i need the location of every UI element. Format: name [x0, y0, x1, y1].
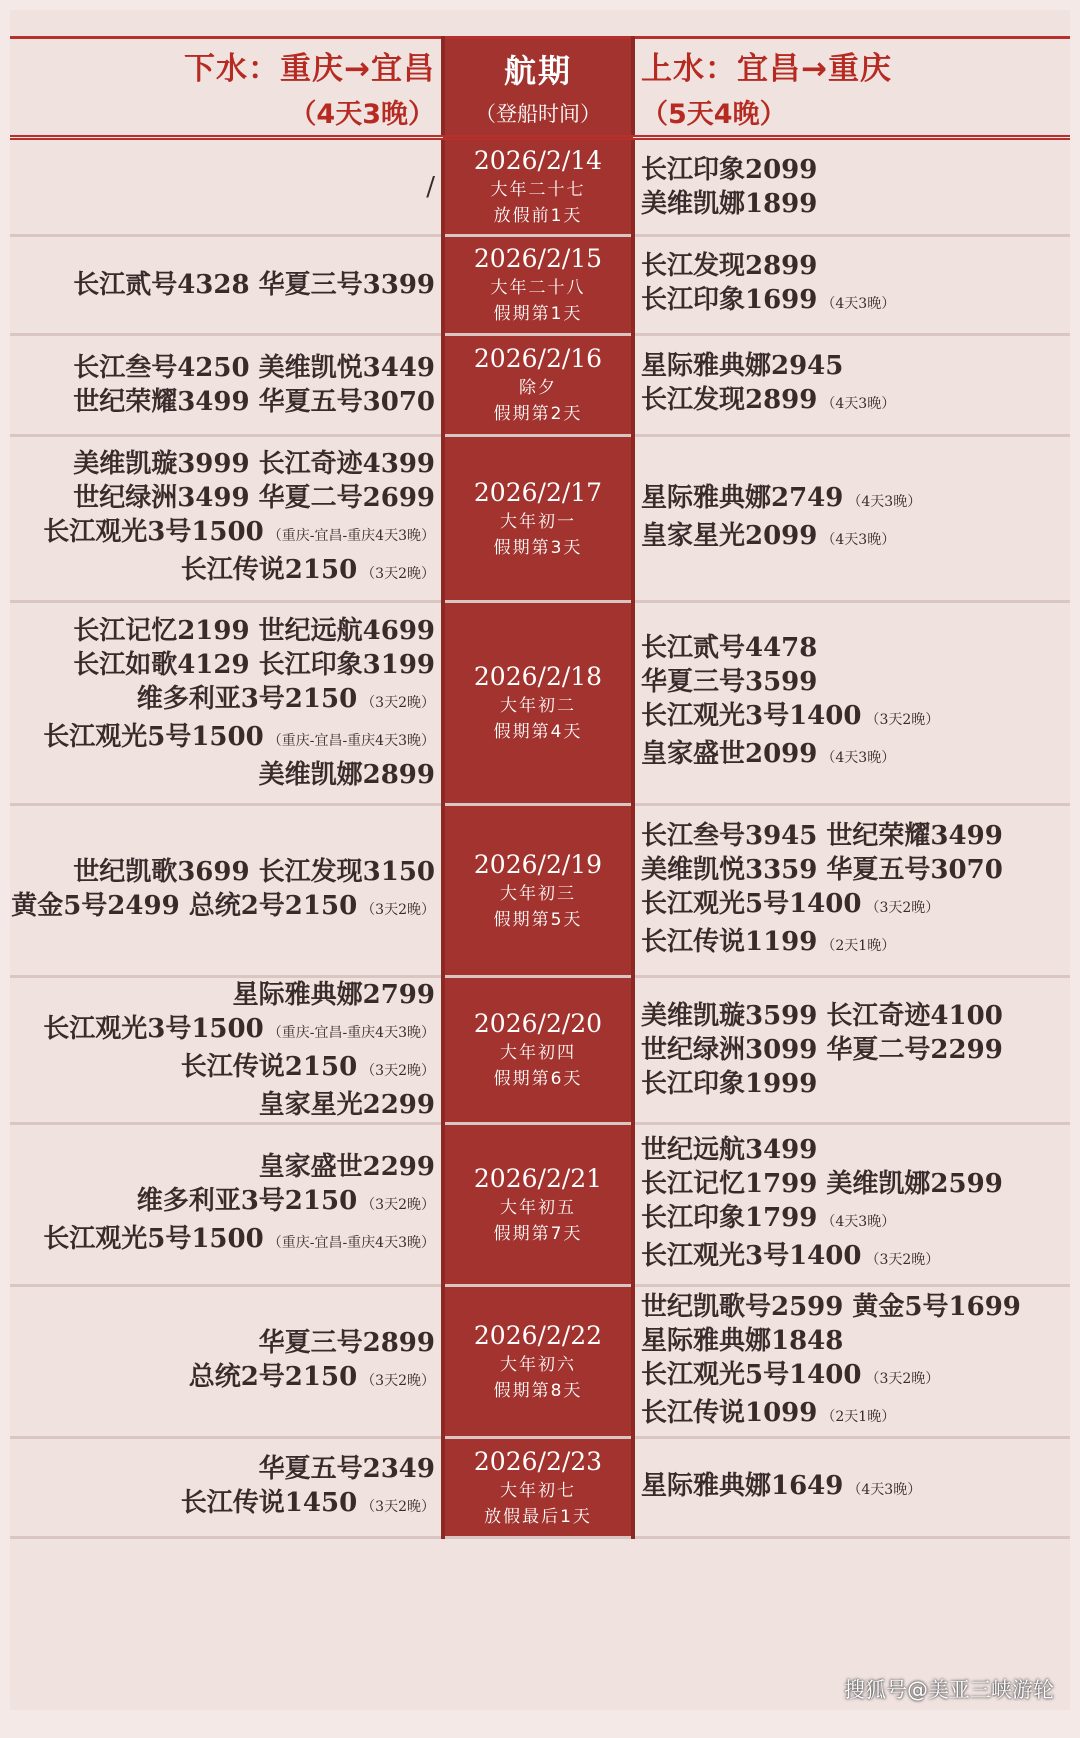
cruise-name-price: 美维凯娜1899 [641, 189, 818, 219]
trip-duration-note: （4天3晚） [847, 1481, 922, 1498]
downstream-cell [10, 1124, 443, 1286]
cruise-entry [641, 1358, 1070, 1396]
cruise-name-price: 长江贰号4478 [641, 633, 818, 663]
cruise-name-price: 长江记忆1799 美维凯娜2599 [641, 1168, 1003, 1199]
cruise-entry [641, 1067, 1070, 1101]
sailing-date: 2026/2/20 [473, 1009, 603, 1038]
trip-duration-note: （3天2晚） [361, 1498, 435, 1515]
cruise-name-price: 长江印象1999 [641, 1069, 818, 1099]
downstream-cell [10, 1438, 443, 1538]
upstream-cell [633, 436, 1070, 602]
cruise-name-price: 世纪远航3499 [641, 1134, 818, 1165]
cruise-entry [641, 699, 1070, 737]
cruise-entry [10, 889, 435, 927]
cruise-name-price: 长江记忆2199 世纪远航4699 [73, 616, 435, 646]
cruise-entry [10, 1184, 435, 1222]
cruise-name-price: 长江传说1099 [641, 1397, 818, 1428]
holiday-day: 放假最后1天 [484, 1506, 592, 1527]
cruise-name-price: 世纪荣耀3499 华夏五号3070 [73, 387, 435, 417]
cruise-name-price: 长江观光3号1400 [641, 1240, 862, 1271]
upstream-cell [633, 1438, 1070, 1538]
trip-duration-note: （重庆-宜昌-重庆4天3晚） [267, 527, 435, 544]
cruise-entry [641, 665, 1070, 699]
cruise-entry [10, 682, 435, 720]
trip-duration-note: （3天2晚） [865, 899, 940, 916]
cruise-name-price: 总统2号2150 [188, 1361, 358, 1392]
trip-duration-note: （4天3晚） [821, 296, 896, 312]
schedule-row [10, 977, 1070, 1124]
cruise-name-price: 长江叁号3945 世纪荣耀3499 [641, 820, 1003, 851]
lunar-day: 大年二十七 [490, 180, 586, 200]
trip-duration-note: （3天2晚） [361, 695, 435, 711]
downstream-cell [10, 335, 443, 436]
cruise-name-price: 长江发现2899 [641, 385, 818, 415]
sailing-date: 2026/2/14 [473, 146, 603, 175]
cruise-entry [641, 1133, 1070, 1167]
cruise-entry [10, 268, 435, 302]
cruise-name-price: 长江观光5号1500 [43, 1223, 264, 1254]
upstream-cell [633, 977, 1070, 1124]
cruise-entry [641, 283, 1070, 321]
sailing-date: 2026/2/21 [473, 1163, 603, 1193]
upstream-cell [633, 805, 1070, 977]
holiday-day: 假期第8天 [493, 1380, 583, 1401]
cruise-entry [641, 481, 1070, 519]
cruise-name-price: 皇家星光2299 [258, 1090, 435, 1120]
sailing-date: 2026/2/22 [473, 1320, 603, 1350]
trip-duration-note: （3天2晚） [361, 1063, 435, 1079]
cruise-name-price: 维多利亚3号2150 [136, 684, 358, 714]
schedule-row [10, 1286, 1070, 1438]
trip-duration-note: （4天3晚） [847, 493, 922, 510]
cruise-entry [10, 1050, 435, 1088]
cruise-name-price: 长江传说2150 [180, 1052, 358, 1082]
trip-duration-note: （4天3晚） [821, 750, 896, 766]
upstream-cell [633, 335, 1070, 436]
schedule-row [10, 1124, 1070, 1286]
cruise-entry [641, 819, 1070, 853]
cruise-entry [10, 447, 435, 481]
watermark: 搜狐号@美亚三峡游轮 [844, 1678, 1054, 1702]
lunar-day: 大年初六 [500, 1354, 576, 1375]
sailing-date: 2026/2/18 [473, 662, 603, 691]
sailing-date: 2026/2/16 [473, 344, 603, 373]
upstream-header [633, 38, 1070, 138]
trip-duration-note: （4天3晚） [821, 531, 896, 548]
lunar-day: 大年初七 [500, 1480, 576, 1501]
cruise-entry [10, 1088, 435, 1122]
trip-duration-note: （3天2晚） [361, 901, 435, 918]
cruise-name-price: 长江观光3号1500 [43, 516, 264, 547]
cruise-entry [10, 1012, 435, 1050]
cruise-name-price: 长江传说1450 [180, 1487, 358, 1518]
cruise-name-price: 华夏三号3599 [641, 667, 818, 697]
trip-duration-note: （重庆-宜昌-重庆4天3晚） [267, 1234, 435, 1251]
cruise-entry [10, 1360, 435, 1398]
sailing-date: 2026/2/23 [473, 1446, 603, 1476]
cruise-entry [641, 187, 1070, 221]
cruise-entry [10, 1486, 435, 1524]
holiday-day: 假期第1天 [493, 304, 583, 324]
cruise-entry [10, 720, 435, 758]
holiday-day: 放假前1天 [493, 206, 583, 226]
cruise-entry [641, 1290, 1070, 1324]
downstream-header [10, 38, 443, 138]
cruise-name-price: 长江叁号4250 美维凯悦3449 [73, 353, 435, 383]
cruise-name-price: 维多利亚3号2150 [136, 1185, 358, 1216]
schedule-row [10, 1438, 1070, 1538]
upstream-subtitle: （5天4晚） [641, 99, 787, 130]
schedule-row [10, 602, 1070, 805]
downstream-cell [10, 436, 443, 602]
holiday-day: 假期第6天 [493, 1069, 583, 1089]
cruise-entry [10, 855, 435, 889]
cruise-entry [641, 999, 1070, 1033]
cruise-entry [10, 1452, 435, 1486]
trip-duration-note: （重庆-宜昌-重庆4天3晚） [267, 733, 435, 749]
voyage-date-cell [443, 805, 633, 977]
lunar-day: 大年初三 [500, 883, 576, 904]
schedule-row [10, 138, 1070, 236]
downstream-cell [10, 805, 443, 977]
cruise-entry [641, 631, 1070, 665]
cruise-name-price: 长江观光3号1500 [43, 1014, 264, 1044]
cruise-name-price: 长江如歌4129 长江印象3199 [73, 650, 435, 680]
cruise-name-price: 黄金5号2499 总统2号2150 [11, 890, 358, 921]
holiday-day: 假期第2天 [493, 404, 583, 424]
sailing-date: 2026/2/15 [473, 244, 603, 273]
cruise-name-price: 长江印象1799 [641, 1202, 818, 1233]
cruise-entry [10, 1150, 435, 1184]
voyage-date-cell [443, 236, 633, 335]
sailing-date: 2026/2/17 [473, 477, 603, 507]
voyage-date-cell [443, 1286, 633, 1438]
cruise-name-price: 星际雅典娜2749 [641, 482, 844, 513]
cruise-name-price: / [426, 172, 435, 202]
cruise-name-price: 美维凯悦3359 华夏五号3070 [641, 854, 1003, 885]
cruise-entry [641, 1201, 1070, 1239]
cruise-name-price: 长江印象2099 [641, 155, 818, 185]
cruise-name-price: 长江观光5号1500 [43, 722, 264, 752]
cruise-entry [641, 1324, 1070, 1358]
sailing-date: 2026/2/19 [473, 849, 603, 879]
upstream-cell [633, 1286, 1070, 1438]
voyage-date-cell [443, 436, 633, 602]
cruise-entry [10, 385, 435, 419]
upstream-cell [633, 236, 1070, 335]
lunar-day: 大年初二 [500, 696, 576, 716]
cruise-entry [641, 519, 1070, 557]
schedule-row [10, 236, 1070, 335]
cruise-name-price: 长江传说1199 [641, 926, 818, 957]
holiday-day: 假期第7天 [493, 1223, 583, 1244]
trip-duration-note: （3天2晚） [865, 712, 940, 728]
cruise-name-price: 世纪绿洲3099 华夏二号2299 [641, 1035, 1003, 1065]
cruise-entry [641, 1469, 1070, 1507]
trip-duration-note: （3天2晚） [361, 1196, 435, 1213]
cruise-entry [641, 1033, 1070, 1067]
lunar-day: 大年初五 [500, 1197, 576, 1218]
cruise-name-price: 美维凯璇3599 长江奇迹4100 [641, 1001, 1003, 1031]
schedule-row [10, 805, 1070, 977]
trip-duration-note: （2天1晚） [821, 937, 896, 954]
voyage-date-header [443, 38, 633, 138]
lunar-day: 大年二十八 [490, 278, 586, 298]
upstream-cell [633, 138, 1070, 236]
upstream-cell [633, 602, 1070, 805]
cruise-entry [10, 481, 435, 515]
voyage-date-title: 航期 [503, 52, 572, 90]
cruise-entry [641, 153, 1070, 187]
voyage-date-cell [443, 977, 633, 1124]
cruise-name-price: 星际雅典娜1848 [641, 1325, 844, 1356]
trip-duration-note: （2天1晚） [821, 1408, 896, 1425]
voyage-date-cell [443, 1124, 633, 1286]
cruise-entry [641, 853, 1070, 887]
voyage-date-cell [443, 1438, 633, 1538]
voyage-date-cell [443, 138, 633, 236]
cruise-name-price: 美维凯娜2899 [258, 760, 435, 790]
trip-duration-note: （3天2晚） [865, 1251, 940, 1268]
trip-duration-note: （3天2晚） [361, 565, 435, 582]
cruise-name-price: 世纪凯歌号2599 黄金5号1699 [641, 1291, 1021, 1322]
trip-duration-note: （4天3晚） [821, 1213, 896, 1230]
downstream-cell [10, 977, 443, 1124]
holiday-day: 假期第4天 [493, 722, 583, 742]
cruise-name-price: 星际雅典娜2799 [232, 980, 435, 1010]
cruise-name-price: 华夏三号2899 [258, 1327, 435, 1358]
downstream-cell [10, 138, 443, 236]
cruise-name-price: 皇家盛世2099 [641, 739, 818, 769]
cruise-entry [10, 553, 435, 591]
cruise-name-price: 世纪绿洲3499 华夏二号2699 [73, 482, 435, 513]
trip-duration-note: （4天3晚） [821, 396, 896, 412]
cruise-name-price: 长江贰号4328 华夏三号3399 [73, 270, 435, 300]
holiday-day: 假期第5天 [493, 909, 583, 930]
cruise-name-price: 长江印象1699 [641, 285, 818, 315]
cruise-entry [641, 925, 1070, 963]
cruise-entry [641, 383, 1070, 421]
cruise-name-price: 长江发现2899 [641, 251, 818, 281]
downstream-cell [10, 1286, 443, 1438]
cruise-entry [641, 1396, 1070, 1434]
cruise-name-price: 世纪凯歌3699 长江发现3150 [73, 856, 435, 887]
cruise-name-price: 长江观光5号1400 [641, 1359, 862, 1390]
schedule-body [10, 138, 1070, 1538]
schedule-row [10, 436, 1070, 602]
cruise-entry [641, 737, 1070, 775]
cruise-entry [10, 1326, 435, 1360]
cruise-name-price: 星际雅典娜2945 [641, 351, 844, 381]
trip-duration-note: （3天2晚） [865, 1370, 940, 1387]
holiday-day: 假期第3天 [493, 537, 583, 558]
cruise-entry [10, 351, 435, 385]
cruise-name-price: 星际雅典娜1649 [641, 1470, 844, 1501]
schedule-row [10, 335, 1070, 436]
cruise-name-price: 华夏五号2349 [258, 1453, 435, 1484]
trip-duration-note: （重庆-宜昌-重庆4天3晚） [267, 1025, 435, 1041]
downstream-cell [10, 236, 443, 335]
cruise-entry [641, 1167, 1070, 1201]
upstream-cell [633, 1124, 1070, 1286]
schedule-table [10, 36, 1070, 1539]
downstream-title: 下水：重庆→宜昌 [184, 51, 435, 87]
cruise-entry [10, 1222, 435, 1260]
downstream-cell [10, 602, 443, 805]
cruise-name-price: 长江观光5号1400 [641, 888, 862, 919]
lunar-day: 除夕 [519, 378, 557, 398]
cruise-name-price: 皇家星光2099 [641, 520, 818, 551]
voyage-date-cell [443, 335, 633, 436]
upstream-title: 上水：宜昌→重庆 [641, 51, 892, 87]
cruise-name-price: 皇家盛世2299 [258, 1151, 435, 1182]
lunar-day: 大年初一 [500, 511, 576, 532]
cruise-entry [10, 978, 435, 1012]
cruise-entry [641, 249, 1070, 283]
cruise-name-price: 长江传说2150 [180, 554, 358, 585]
trip-duration-note: （3天2晚） [361, 1372, 435, 1389]
cruise-entry [10, 648, 435, 682]
cruise-entry [10, 614, 435, 648]
voyage-date-cell [443, 602, 633, 805]
cruise-entry [641, 349, 1070, 383]
cruise-name-price: 美维凯璇3999 长江奇迹4399 [73, 448, 435, 479]
cruise-entry [10, 170, 435, 204]
lunar-day: 大年初四 [500, 1043, 576, 1063]
cruise-entry [10, 515, 435, 553]
cruise-entry [641, 887, 1070, 925]
cruise-entry [10, 758, 435, 792]
schedule-sheet [10, 10, 1070, 1710]
cruise-entry [641, 1239, 1070, 1277]
header-row [10, 38, 1070, 138]
cruise-name-price: 长江观光3号1400 [641, 701, 862, 731]
downstream-subtitle: （4天3晚） [289, 99, 435, 130]
voyage-date-subtitle: （登船时间） [475, 102, 601, 126]
